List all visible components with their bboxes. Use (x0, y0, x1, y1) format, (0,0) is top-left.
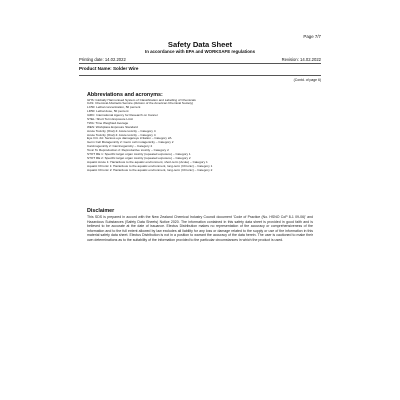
abbreviation-item: Aquatic Chronic 1: Hazardous to the aquatic environment, long-term (Chronic) – Category 1 (87, 163, 213, 168)
abbreviation-item: STOT RE 2: Specific target organ toxicity (repeated exposure) – Category 2 (87, 155, 191, 160)
abbreviation-item: Acute Toxicity (Oral) 4: Acute toxicity – Category 4 (87, 128, 156, 133)
product-name: Product Name: Solder Wire (79, 66, 139, 71)
revision-date: Revision: 14.02.2022 (281, 57, 321, 62)
abbreviation-item: IARC: International Agency for Research on Cancer (87, 113, 158, 118)
product-divider (79, 75, 321, 76)
abbreviation-item: CAS: Chemical Abstracts Service (division of the American Chemical Society) (87, 101, 194, 106)
abbreviations-heading: Abbreviations and acronyms: (87, 92, 163, 98)
abbreviation-item: STOT RE 1: Specific target organ toxicity (repeated exposure) – Category 1 (87, 151, 191, 156)
abbreviation-item: Carcinogenicity 2: Carcinogenicity – Category 2 (87, 144, 153, 149)
abbreviations-list (87, 99, 321, 173)
printing-date: Printing date: 14.02.2022 (79, 57, 126, 62)
abbreviation-item: STEL: Short Term Exposure Limit (87, 116, 133, 121)
page-number: Page 7/7 (303, 34, 321, 39)
disclaimer-text: This SDS is prepared in accord with the New Zealand Chemical Industry Council document 'Code of Practice (No. HSNO CoP 8-1 09-06)' and Hazardous Substances (Safety Data Sheets) Notice 2020. The information contained in this safety data sheet is provided in good faith and is believed to be accurate at the date of issuance. Electus Distribution makes no representation of the accuracy or comprehensiveness of the information and to the full extent allowed by law excludes all liability for any loss or damage related to the supply or use of the information in this material safety data sheet. Electus Distribution is not in a position to warrant the accuracy of the data herein. The user is cautioned to make their own determinations as to the suitability of the information provided to the particular circumstances in which the product is used. (87, 215, 313, 242)
abbreviation-item: Germ Cell Mutagenicity 2: Germ cell mutagenicity – Category 2 (87, 140, 174, 145)
abbreviation-item: LD50: Lethal dose, 50 percent (87, 109, 129, 114)
abbreviation-item: Acute Toxicity (Oral) 4: Acute toxicity – Category 4 (87, 132, 156, 137)
continued-note: (Contd. of page 6) (293, 78, 321, 82)
abbreviation-item: WES: Workplace Exposure Standard (87, 124, 138, 129)
abbreviation-item: TWA: Time Weighted Average (87, 120, 129, 125)
abbreviation-item: Eye Irrit. 2A: Serious eye damage/eye irritation – Category 2A (87, 136, 172, 141)
abbreviation-item: Aquatic Acute 1: Hazardous to the aquatic environment, short-term (Acute) – Category 1 (87, 159, 208, 164)
document-title: Safety Data Sheet (167, 40, 233, 49)
abbreviation-item: Aquatic Chronic 2: Hazardous to the aquatic environment, long-term (Chronic) – Category 2 (87, 167, 213, 172)
abbreviation-item: GHS: Globally Harmonised System of Classification and Labelling of Chemicals (87, 97, 196, 102)
disclaimer-heading: Disclaimer (87, 208, 115, 214)
document-subtitle: In accordance with EPA and WORKSAFE regulations (144, 49, 256, 54)
abbreviation-item: Toxic To Reproduction 2: Reproductive toxicity – Category 2 (87, 148, 169, 153)
header-divider (79, 63, 321, 64)
abbreviation-item: LC50: Lethal concentration, 50 percent (87, 105, 141, 110)
